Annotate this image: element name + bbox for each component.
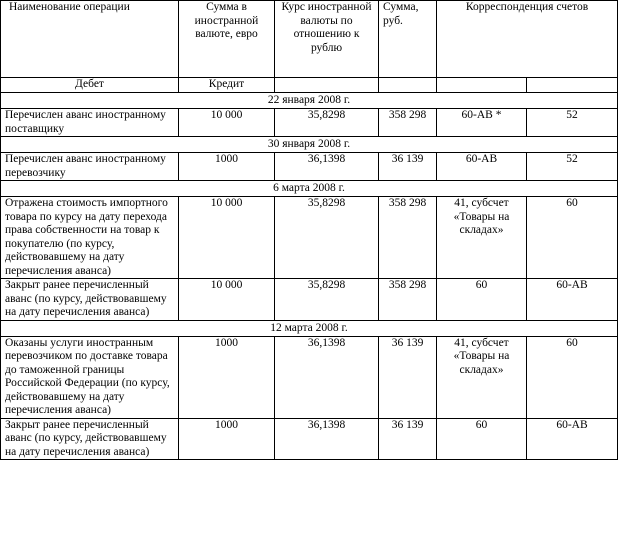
amount-rub-cell: 358 298 bbox=[379, 197, 437, 279]
amount-foreign-cell: 1000 bbox=[179, 153, 275, 181]
rate-cell: 35,8298 bbox=[275, 109, 379, 137]
debit-cell: 60 bbox=[437, 279, 527, 321]
table-row bbox=[1, 109, 618, 137]
header-amount-rub: Сумма, руб. bbox=[379, 1, 437, 78]
credit-cell: 52 bbox=[527, 153, 618, 181]
table-subheader-row bbox=[1, 78, 618, 93]
header-empty-cell bbox=[275, 78, 379, 93]
header-empty-cell bbox=[437, 78, 527, 93]
operation-cell: Отражена стоимость импортного товара по курсу на дату перехода права собственности на товар к покупателю (по курсу, действовавшему на дату перечисления аванса) bbox=[1, 197, 179, 279]
table-row bbox=[1, 153, 618, 181]
operation-cell: Перечислен аванс иностранному поставщику bbox=[1, 109, 179, 137]
date-row bbox=[1, 93, 618, 109]
debit-cell: 41, субсчет «Товары на складах» bbox=[437, 197, 527, 279]
debit-cell: 60-АВ * bbox=[437, 109, 527, 137]
header-empty-cell bbox=[379, 78, 437, 93]
debit-cell: 60-АВ bbox=[437, 153, 527, 181]
date-row bbox=[1, 137, 618, 153]
header-empty-cell bbox=[527, 78, 618, 93]
section-date: 22 января 2008 г. bbox=[1, 93, 618, 109]
amount-foreign-cell: 10 000 bbox=[179, 279, 275, 321]
rate-cell: 35,8298 bbox=[275, 197, 379, 279]
header-amount-foreign: Сумма в иностранной валюте, евро bbox=[179, 1, 275, 78]
rate-cell: 36,1398 bbox=[275, 153, 379, 181]
amount-rub-cell: 358 298 bbox=[379, 279, 437, 321]
table-row bbox=[1, 336, 618, 418]
table-row bbox=[1, 197, 618, 279]
table-row bbox=[1, 279, 618, 321]
operation-cell: Закрыт ранее перечисленный аванс (по курсу, действовавшему на дату перечисления аванса) bbox=[1, 279, 179, 321]
header-debit: Дебет bbox=[1, 78, 179, 93]
rate-cell: 35,8298 bbox=[275, 279, 379, 321]
section-date: 30 января 2008 г. bbox=[1, 137, 618, 153]
amount-rub-cell: 36 139 bbox=[379, 418, 437, 460]
credit-cell: 60-АВ bbox=[527, 418, 618, 460]
operation-cell: Закрыт ранее перечисленный аванс (по курсу, действовавшему на дату перечисления аванса) bbox=[1, 418, 179, 460]
credit-cell: 60 bbox=[527, 197, 618, 279]
operation-cell: Перечислен аванс иностранному перевозчику bbox=[1, 153, 179, 181]
date-row bbox=[1, 181, 618, 197]
debit-cell: 41, субсчет «Товары на складах» bbox=[437, 336, 527, 418]
credit-cell: 52 bbox=[527, 109, 618, 137]
header-operation: Наименование операции bbox=[1, 1, 179, 78]
amount-foreign-cell: 1000 bbox=[179, 418, 275, 460]
date-row bbox=[1, 320, 618, 336]
amount-foreign-cell: 1000 bbox=[179, 336, 275, 418]
credit-cell: 60-АВ bbox=[527, 279, 618, 321]
rate-cell: 36,1398 bbox=[275, 418, 379, 460]
operation-cell: Оказаны услуги иностранным перевозчиком по доставке товара до таможенной границы Российской Федерации (по курсу, действовавшему на дату перечисления аванса) bbox=[1, 336, 179, 418]
header-rate: Курс иностранной валюты по отношению к рублю bbox=[275, 1, 379, 78]
amount-foreign-cell: 10 000 bbox=[179, 109, 275, 137]
amount-rub-cell: 36 139 bbox=[379, 153, 437, 181]
section-date: 12 марта 2008 г. bbox=[1, 320, 618, 336]
table-header-row bbox=[1, 1, 618, 78]
amount-rub-cell: 36 139 bbox=[379, 336, 437, 418]
header-credit: Кредит bbox=[179, 78, 275, 93]
header-correspondence: Корреспонденция счетов bbox=[437, 1, 618, 78]
rate-cell: 36,1398 bbox=[275, 336, 379, 418]
debit-cell: 60 bbox=[437, 418, 527, 460]
credit-cell: 60 bbox=[527, 336, 618, 418]
amount-rub-cell: 358 298 bbox=[379, 109, 437, 137]
section-date: 6 марта 2008 г. bbox=[1, 181, 618, 197]
amount-foreign-cell: 10 000 bbox=[179, 197, 275, 279]
table-row bbox=[1, 418, 618, 460]
